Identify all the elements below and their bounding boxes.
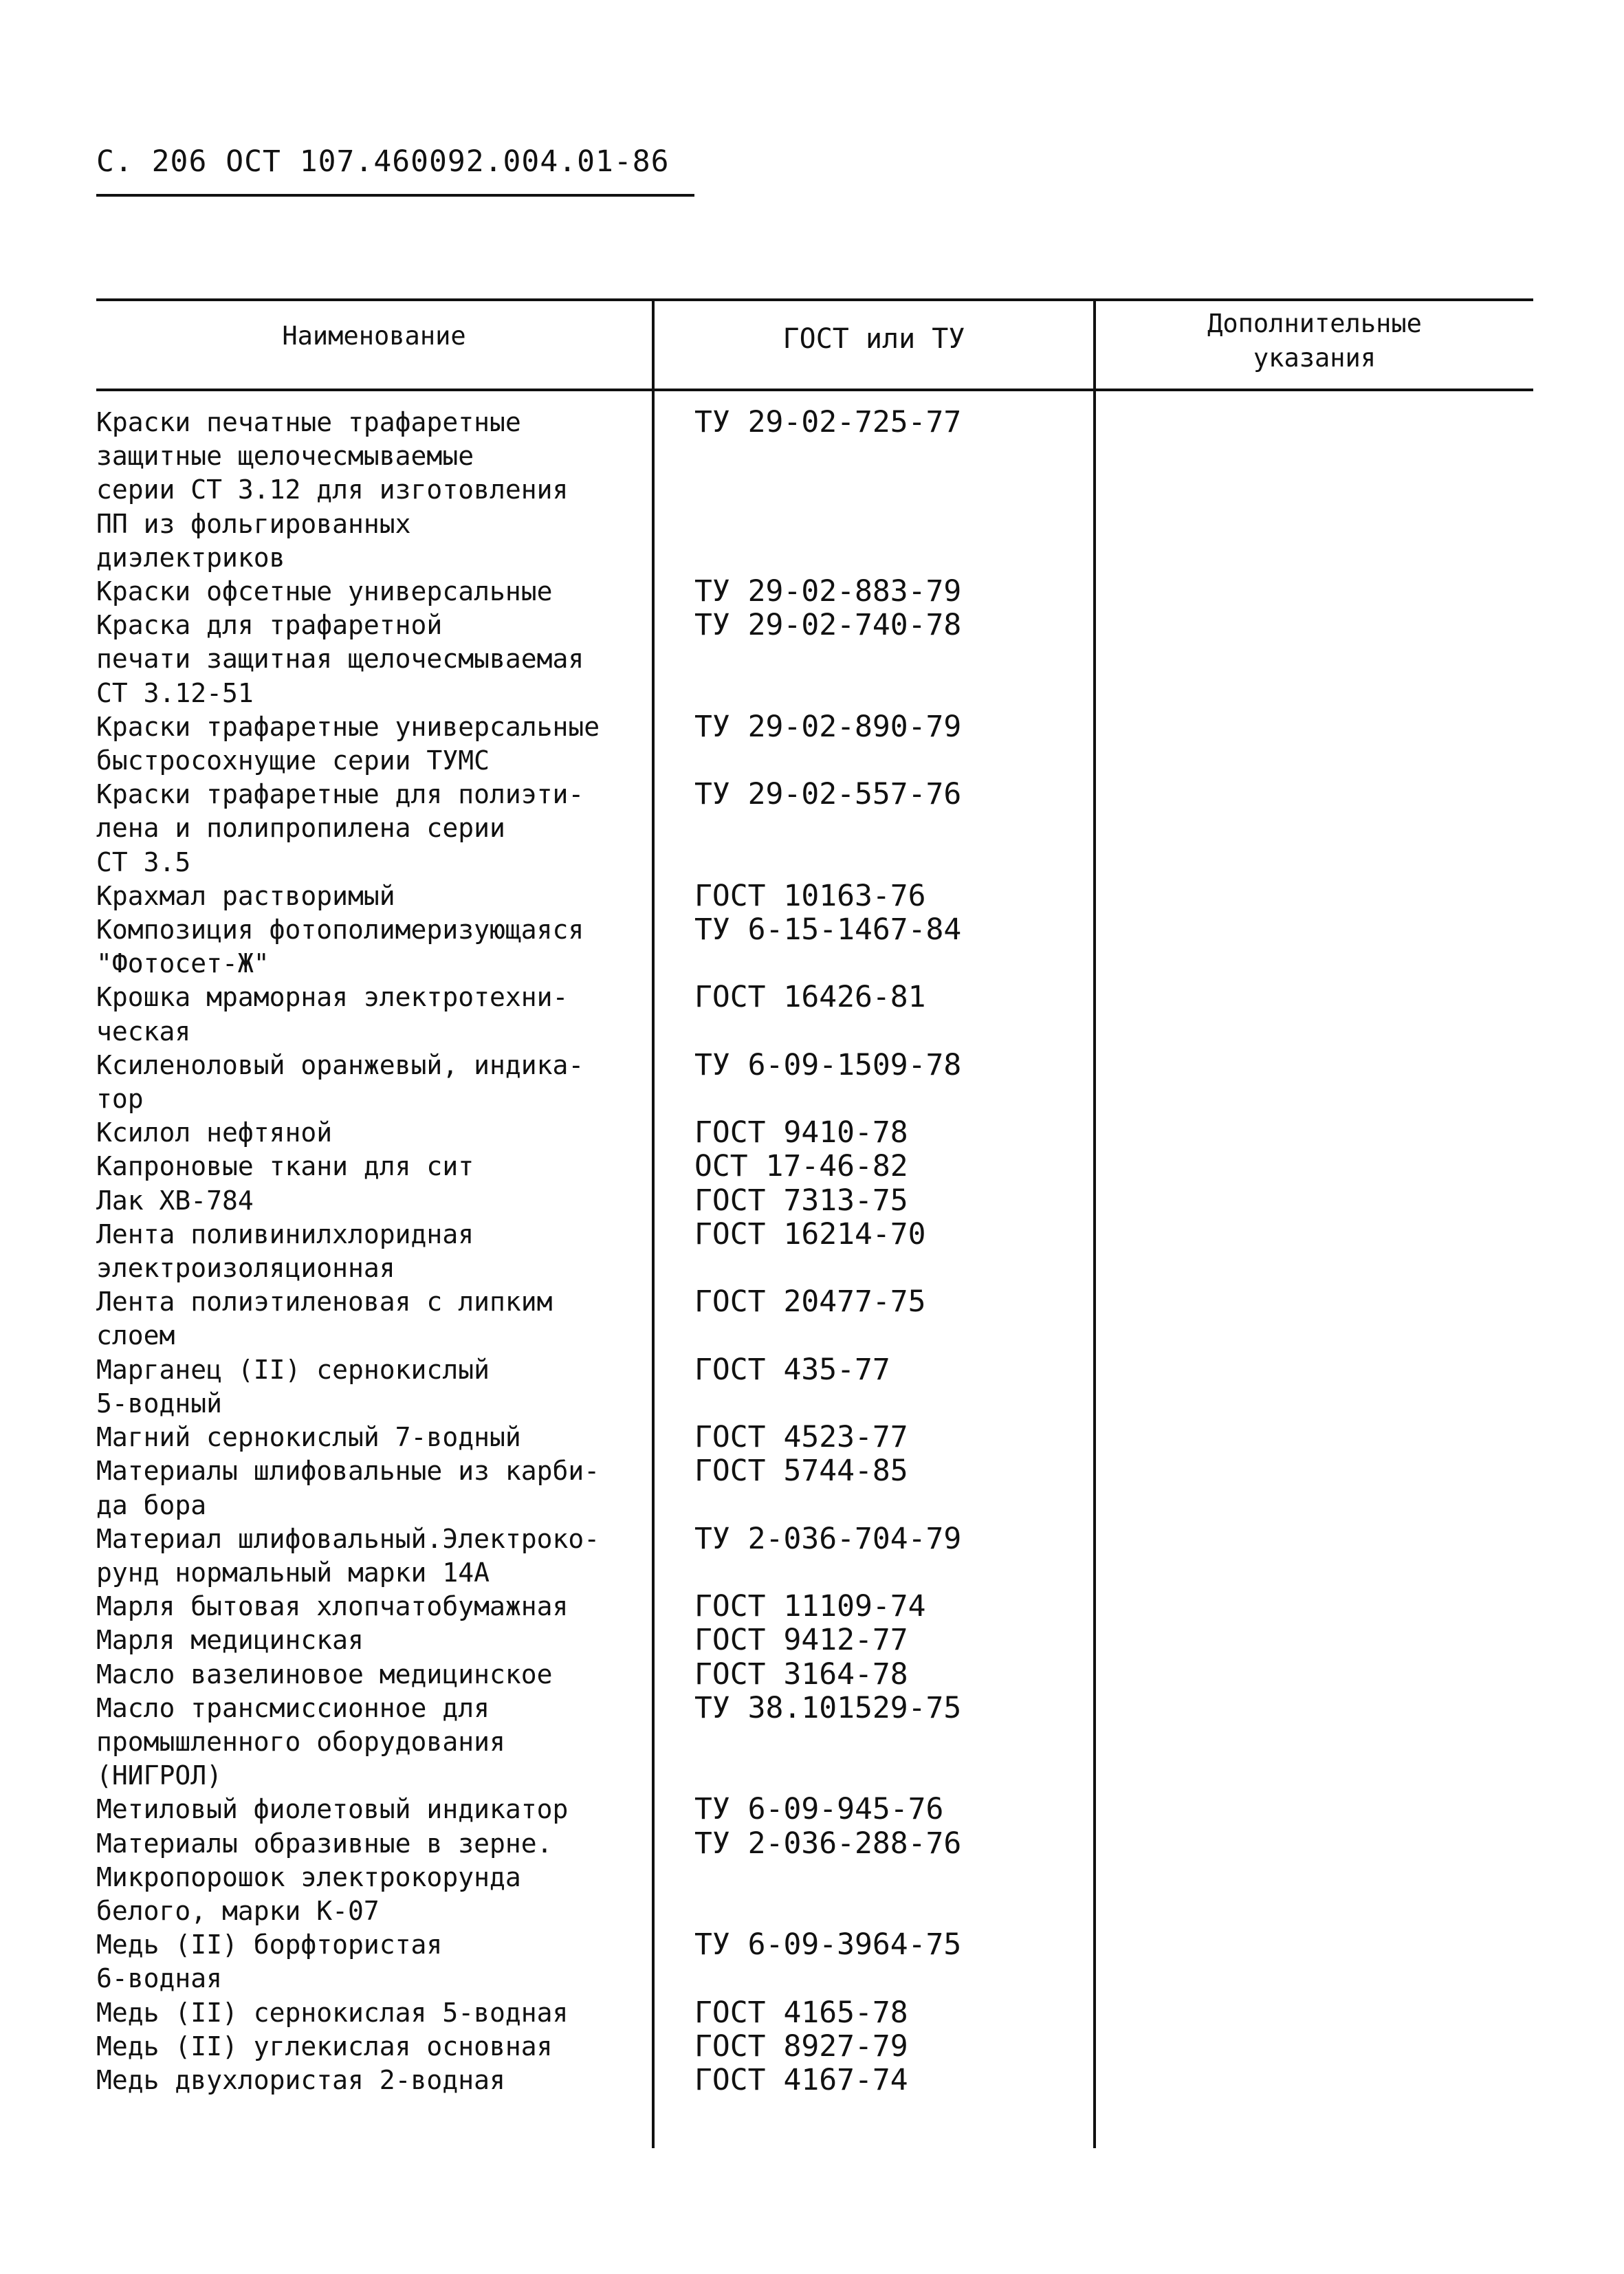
- table-row: [96, 1658, 1533, 1692]
- table-row: [96, 1623, 1533, 1657]
- table-row: [96, 879, 1533, 913]
- table-row: [96, 1353, 1533, 1421]
- material-name: Композиция фотополимеризующаяся "Фотосет-Ж": [96, 915, 584, 979]
- material-name: Краски офсетные универсальные: [96, 576, 553, 607]
- material-name: Масло вазелиновое медицинское: [96, 1659, 553, 1690]
- table-row: [96, 406, 1533, 575]
- column-header-notes: Дополнительные указания: [1207, 309, 1422, 373]
- standard-code: ГОСТ 7313-75: [694, 1183, 908, 1218]
- table-row: [96, 1590, 1533, 1623]
- table-row: [96, 1218, 1533, 1285]
- material-name: Материалы образивные в зерне. Микропорошок электрокорунда белого, марки К-07: [96, 1828, 553, 1926]
- material-name: Ксилол нефтяной: [96, 1117, 333, 1148]
- table-row: [96, 1184, 1533, 1218]
- table-body: [96, 406, 1533, 2097]
- standard-code: ГОСТ 11109-74: [694, 1589, 926, 1624]
- material-name: Масло трансмиссионное для промышленного оборудования (НИГРОЛ): [96, 1692, 505, 1791]
- standard-code: ТУ 38.101529-75: [694, 1690, 962, 1725]
- material-name: Марля медицинская: [96, 1625, 364, 1656]
- material-name: Краски трафаретные универсальные быстросохнущие серии ТУМС: [96, 711, 600, 776]
- material-name: Медь (II) борфтористая 6-водная: [96, 1929, 443, 1994]
- standard-code: ГОСТ 4523-77: [694, 1420, 908, 1455]
- standard-code: ГОСТ 9410-78: [694, 1115, 908, 1150]
- column-header-name: Наименование: [282, 321, 466, 351]
- standard-code: ОСТ 17-46-82: [694, 1149, 908, 1184]
- table-row: [96, 1454, 1533, 1522]
- standard-code: ТУ 29-02-890-79: [694, 709, 962, 744]
- table-row: [96, 575, 1533, 609]
- material-name: Лак ХВ-784: [96, 1185, 254, 1216]
- table-row: [96, 2030, 1533, 2064]
- table-top-rule: [96, 298, 1533, 301]
- material-name: Магний сернокислый 7-водный: [96, 1422, 521, 1453]
- table-row: [96, 1522, 1533, 1590]
- material-name: Медь двухлористая 2-водная: [96, 2064, 505, 2095]
- standard-code: ГОСТ 5744-85: [694, 1454, 908, 1489]
- standard-code: ГОСТ 10163-76: [694, 878, 926, 913]
- table-row: [96, 609, 1533, 710]
- material-name: Лента поливинилхлоридная электроизоляционная: [96, 1218, 474, 1284]
- material-name: Марля бытовая хлопчатобумажная: [96, 1591, 569, 1622]
- material-name: Краска для трафаретной печати защитная щелочесмываемая СТ 3.12-51: [96, 610, 584, 708]
- material-name: Краски трафаретные для полиэти- лена и полипропилена серии СТ 3.5: [96, 779, 584, 877]
- material-name: Медь (II) углекислая основная: [96, 2031, 553, 2062]
- material-name: Капроновые ткани для сит: [96, 1151, 474, 1182]
- standard-code: ТУ 6-09-945-76: [694, 1792, 944, 1827]
- standard-code: ТУ 29-02-883-79: [694, 574, 962, 609]
- standard-code: ТУ 2-036-704-79: [694, 1521, 962, 1556]
- standard-code: ТУ 29-02-740-78: [694, 608, 962, 643]
- standard-code: ГОСТ 4167-74: [694, 2062, 908, 2097]
- table-row: [96, 2064, 1533, 2097]
- table-row: [96, 1793, 1533, 1826]
- material-name: Краски печатные трафаретные защитные щелочесмываемые серии СТ 3.12 для изготовления ПП из фольгированных диэлектриков: [96, 407, 569, 573]
- table-row: [96, 778, 1533, 879]
- material-name: Материал шлифовальный.Электроко- рунд нормальный марки 14А: [96, 1523, 600, 1588]
- table-row: [96, 1692, 1533, 1793]
- material-name: Крошка мраморная электротехни- ческая: [96, 982, 569, 1047]
- material-name: Марганец (II) сернокислый 5-водный: [96, 1354, 490, 1419]
- material-name: Медь (II) сернокислая 5-водная: [96, 1997, 569, 2028]
- header-underline: [96, 194, 694, 197]
- table-row: [96, 1928, 1533, 1996]
- standard-code: ТУ 2-036-288-76: [694, 1826, 962, 1861]
- standard-code: ГОСТ 4165-78: [694, 1995, 908, 2030]
- standard-code: ГОСТ 435-77: [694, 1352, 890, 1387]
- material-name: Крахмал растворимый: [96, 880, 395, 911]
- material-name: Метиловый фиолетовый индикатор: [96, 1794, 569, 1825]
- table-row: [96, 981, 1533, 1048]
- table-row: [96, 1827, 1533, 1929]
- table-row: [96, 1116, 1533, 1150]
- table-row: [96, 1049, 1533, 1116]
- material-name: Ксиленоловый оранжевый, индика- тор: [96, 1049, 584, 1115]
- table-row: [96, 913, 1533, 981]
- standard-code: ТУ 6-09-1509-78: [694, 1047, 962, 1082]
- standard-code: ГОСТ 8927-79: [694, 2029, 908, 2064]
- standard-code: ТУ 6-09-3964-75: [694, 1927, 962, 1963]
- standard-code: ТУ 29-02-557-76: [694, 777, 962, 812]
- table-row: [96, 1150, 1533, 1183]
- standard-code: ГОСТ 9412-77: [694, 1623, 908, 1658]
- table-row: [96, 1421, 1533, 1454]
- standard-code: ТУ 29-02-725-77: [694, 405, 962, 439]
- table-head-bottom-rule: [96, 389, 1533, 391]
- standard-code: ТУ 6-15-1467-84: [694, 912, 962, 948]
- standard-code: ГОСТ 16426-81: [694, 980, 926, 1015]
- material-name: Лента полиэтиленовая с липким слоем: [96, 1287, 553, 1351]
- table-row: [96, 1285, 1533, 1353]
- standard-code: ГОСТ 20477-75: [694, 1284, 926, 1320]
- standard-code: ГОСТ 3164-78: [694, 1657, 908, 1692]
- column-header-gost: ГОСТ или ТУ: [782, 323, 965, 355]
- table-row: [96, 1996, 1533, 2030]
- material-name: Материалы шлифовальные из карби- да бора: [96, 1456, 600, 1520]
- table-row: [96, 710, 1533, 778]
- page-header: С. 206 ОСТ 107.460092.004.01-86: [96, 144, 670, 179]
- standard-code: ГОСТ 16214-70: [694, 1216, 926, 1251]
